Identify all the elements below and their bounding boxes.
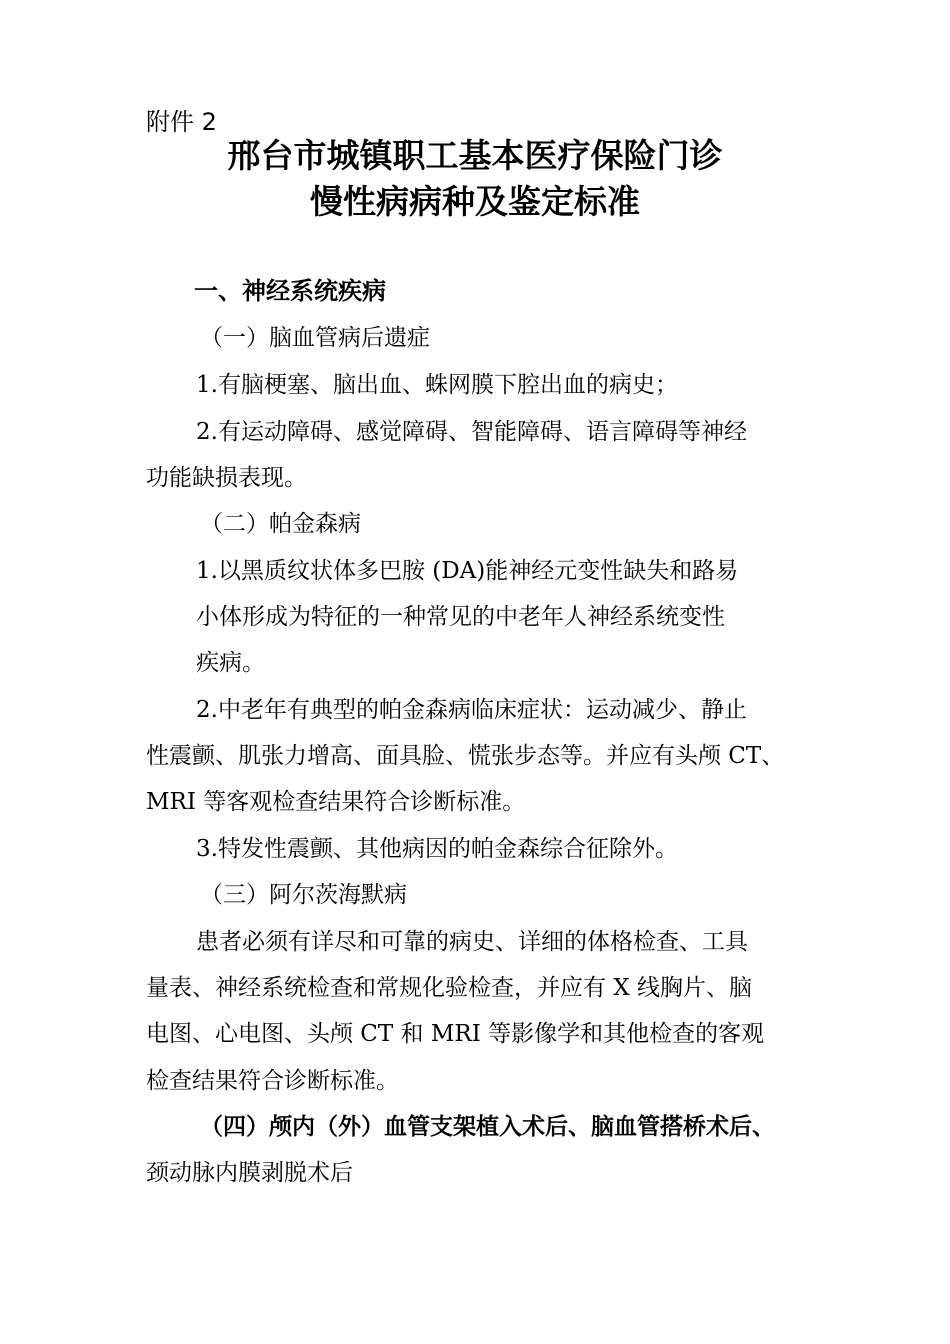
document-title-line-2: 慢性病病种及鉴定标准: [310, 182, 640, 221]
stroke-criterion-2-line-1: 2.有运动障碍、感觉障碍、智能障碍、语言障碍等神经: [196, 419, 747, 445]
parkinsons-criterion-2-line-3: MRI 等客观检查结果符合诊断标准。: [146, 789, 526, 815]
subsection-heading-stroke-sequelae: （一）脑血管病后遗症: [200, 325, 430, 351]
subsection-heading-vascular-surgery-line-2: 颈动脉内膜剥脱术后: [146, 1160, 353, 1186]
alzheimers-paragraph-line-1: 患者必须有详尽和可靠的病史、详细的体格检查、工具: [196, 929, 748, 955]
stroke-criterion-2-line-2: 功能缺损表现。: [146, 465, 307, 491]
subsection-heading-vascular-surgery-line-1: （四）颅内（外）血管支架植入术后、脑血管搭桥术后、: [200, 1113, 775, 1140]
parkinsons-criterion-1-line-2: 小体形成为特征的一种常见的中老年人神经系统变性: [196, 604, 725, 630]
parkinsons-criterion-2-line-1: 2.中老年有典型的帕金森病临床症状：运动减少、静止: [196, 697, 747, 723]
subsection-heading-alzheimers: （三）阿尔茨海默病: [200, 882, 407, 908]
parkinsons-criterion-2-line-2: 性震颤、肌张力增高、面具脸、慌张步态等。并应有头颅 CT、: [146, 743, 785, 769]
alzheimers-paragraph-line-2: 量表、神经系统检查和常规化验检查，并应有 X 线胸片、脑: [146, 975, 752, 1001]
subsection-heading-parkinsons: （二）帕金森病: [200, 511, 361, 537]
stroke-criterion-1: 1.有脑梗塞、脑出血、蛛网膜下腔出血的病史；: [196, 372, 678, 398]
parkinsons-criterion-1-line-3: 疾病。: [196, 650, 265, 676]
section-heading-neurological: 一、神经系统疾病: [194, 277, 386, 305]
alzheimers-paragraph-line-4: 检查结果符合诊断标准。: [146, 1068, 399, 1094]
alzheimers-paragraph-line-3: 电图、心电图、头颅 CT 和 MRI 等影像学和其他检查的客观: [146, 1021, 765, 1047]
attachment-label: 附件 2: [146, 108, 217, 136]
parkinsons-criterion-3: 3.特发性震颤、其他病因的帕金森综合征除外。: [196, 836, 678, 862]
document-title-line-1: 邢台市城镇职工基本医疗保险门诊: [227, 136, 723, 175]
parkinsons-criterion-1-line-1: 1.以黑质纹状体多巴胺 (DA)能神经元变性缺失和路易: [196, 558, 739, 584]
